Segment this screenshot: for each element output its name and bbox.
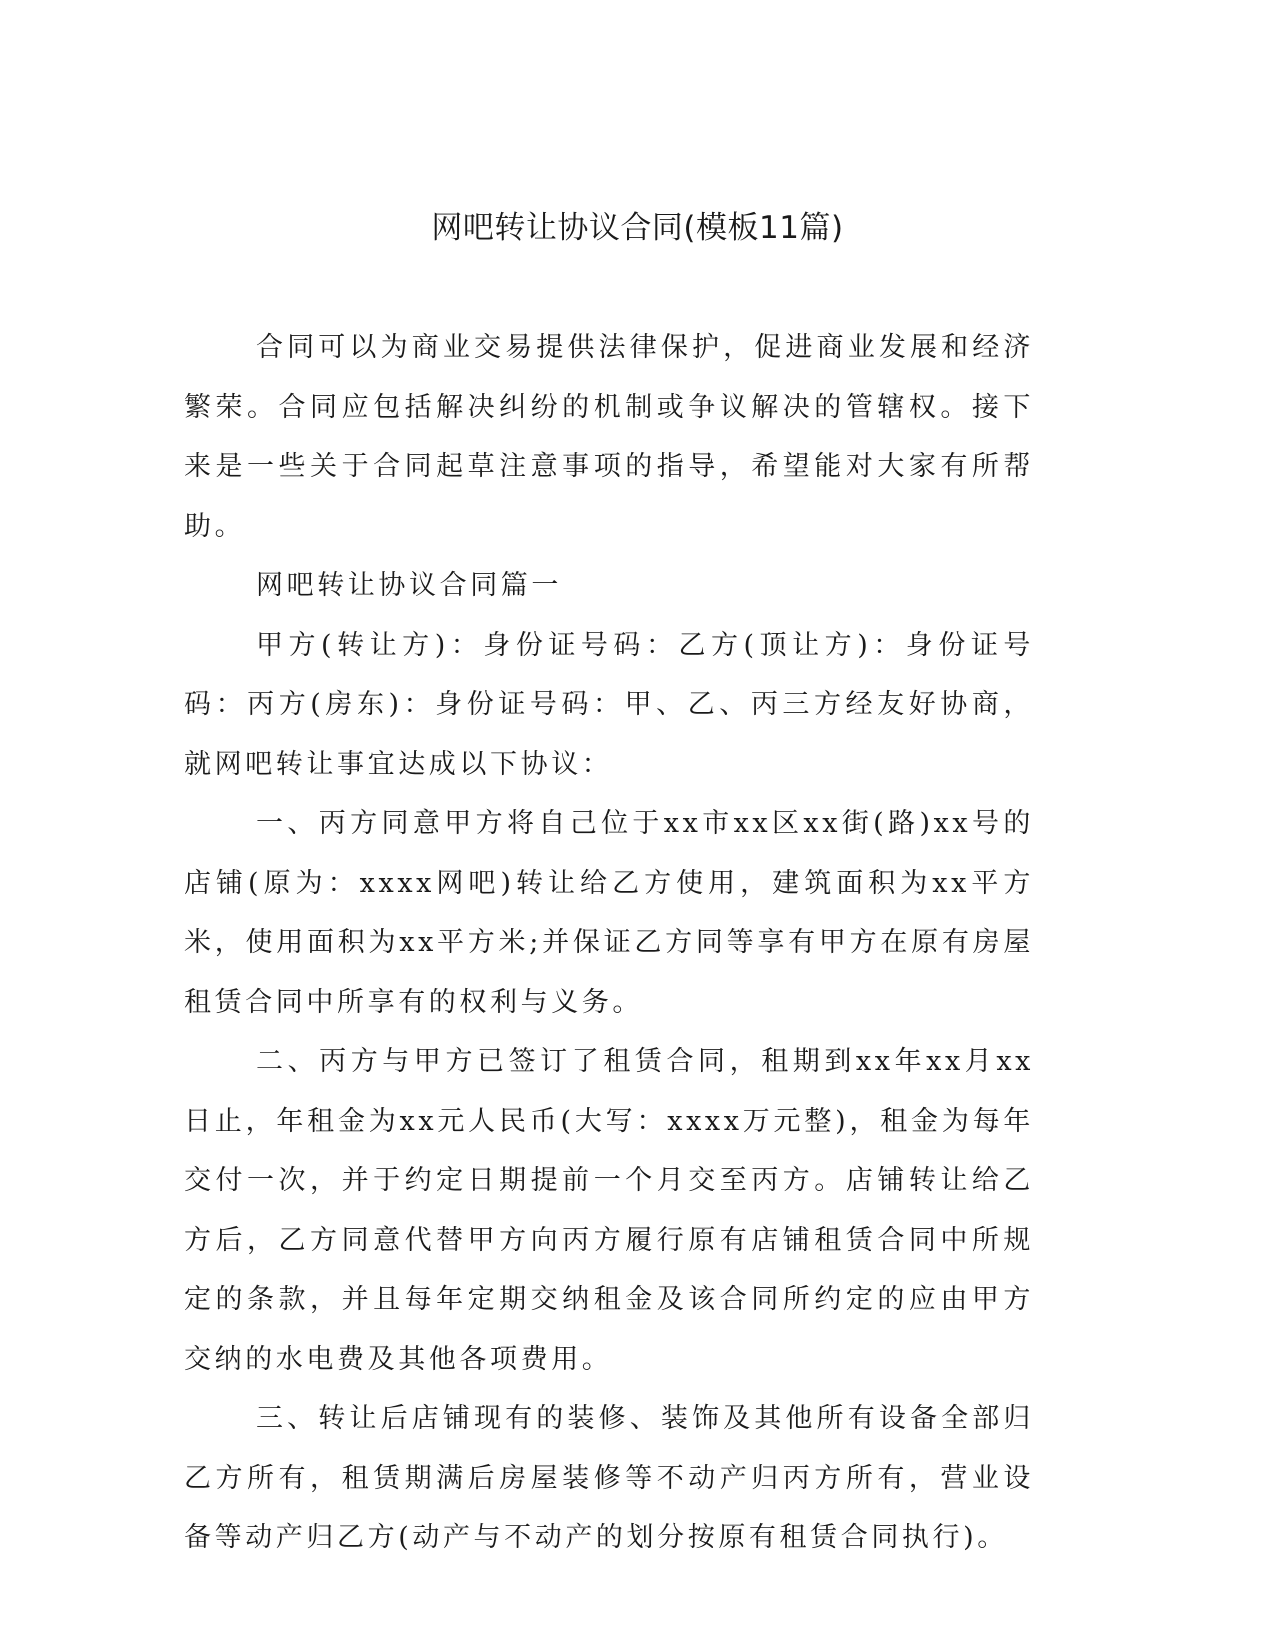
intro-paragraph: 合同可以为商业交易提供法律保护，促进商业发展和经济繁荣。合同应包括解决纠纷的机制或争议解决的管辖权。接下来是一些关于合同起草注意事项的指导，希望能对大家有所帮助。 (184, 332, 1034, 542)
clause-3-paragraph: 三、转让后店铺现有的装修、装饰及其他所有设备全部归乙方所有，租赁期满后房屋装修等不动产归丙方所有，营业设备等动产归乙方(动产与不动产的划分按原有租赁合同执行)。 (184, 1403, 1034, 1553)
document-title: 网吧转让协议合同(模板11篇) (431, 210, 844, 246)
document-body (184, 318, 1034, 1568)
clause-1-paragraph: 一、丙方同意甲方将自己位于xx市xx区xx街(路)xx号的店铺(原为：xxxx网吧)转让给乙方使用，建筑面积为xx平方米，使用面积为xx平方米;并保证乙方同等享有甲方在原有房屋租赁合同中所享有的权利与义务。 (184, 808, 1034, 1018)
parties-paragraph: 甲方(转让方)：身份证号码：乙方(顶让方)：身份证号码：丙方(房东)：身份证号码：甲、乙、丙三方经友好协商，就网吧转让事宜达成以下协议： (184, 629, 1034, 780)
clause-2-paragraph: 二、丙方与甲方已签订了租赁合同，租期到xx年xx月xx日止，年租金为xx元人民币(大写：xxxx万元整)，租金为每年交付一次，并于约定日期提前一个月交至丙方。店铺转让给乙方后，乙方同意代替甲方向丙方履行原有店铺租赁合同中所规定的条款，并且每年定期交纳租金及该合同所约定的应由甲方交纳的水电费及其他各项费用。 (184, 1046, 1034, 1375)
section-heading: 网吧转让协议合同篇一 (256, 570, 562, 601)
